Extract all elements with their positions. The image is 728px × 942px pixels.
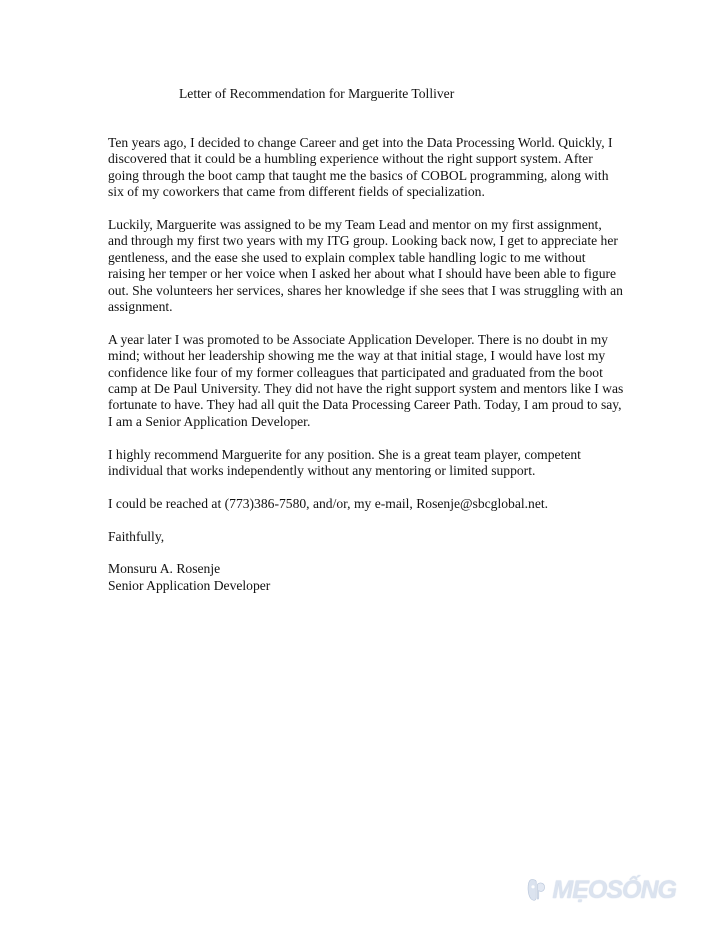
letter-body <box>108 135 624 594</box>
watermark <box>526 868 676 912</box>
paragraph-mentor: Luckily, Marguerite was assigned to be my Team Lead and mentor on my first assignment, and through my first two years with my ITG group. Looking back now, I get to appreciate her gentleness, and the ease she used to explain complex table handling logic to me without raising her temper or her voice when I asked her about what I should have been able to figure out. She volunteers her services, shares her knowledge if she sees that I was struggling with an assignment. <box>108 217 623 315</box>
meosong-logo-icon <box>526 871 546 909</box>
paragraph-contact: I could be reached at (773)386-7580, and/or, my e-mail, Rosenje@sbcglobal.net. <box>108 495 549 511</box>
letter-title: Letter of Recommendation for Marguerite Tolliver <box>179 86 455 101</box>
watermark-text: MẸOSỐNG <box>552 875 676 904</box>
closing-line: Faithfully, <box>108 528 165 544</box>
paragraph-recommendation: I highly recommend Marguerite for any position. She is a great team player, competent individual that works independently without any mentoring or limited support. <box>108 446 581 479</box>
signature-name: Monsuru A. Rosenje <box>108 561 221 577</box>
paragraph-career-change: Ten years ago, I decided to change Career and get into the Data Processing World. Quickly, I discovered that it could be a humbling experience without the right support system. After going through the boot camp that taught me the basics of COBOL programming, along with six of my coworkers that came from different fields of specialization. <box>108 135 613 200</box>
signature-title: Senior Application Developer <box>108 577 271 593</box>
signature-block <box>108 561 624 594</box>
paragraph-promotion: A year later I was promoted to be Associate Application Developer. There is no doubt in my mind; without her leadership showing me the way at that initial stage, I would have lost my confidence like four of my former colleagues that participated and graduated from the boot camp at De Paul University. They did not have the right support system and mentors like I was fortunate to have. They had all quit the Data Processing Career Path. Today, I am proud to say, I am a Senior Application Developer. <box>108 331 624 429</box>
